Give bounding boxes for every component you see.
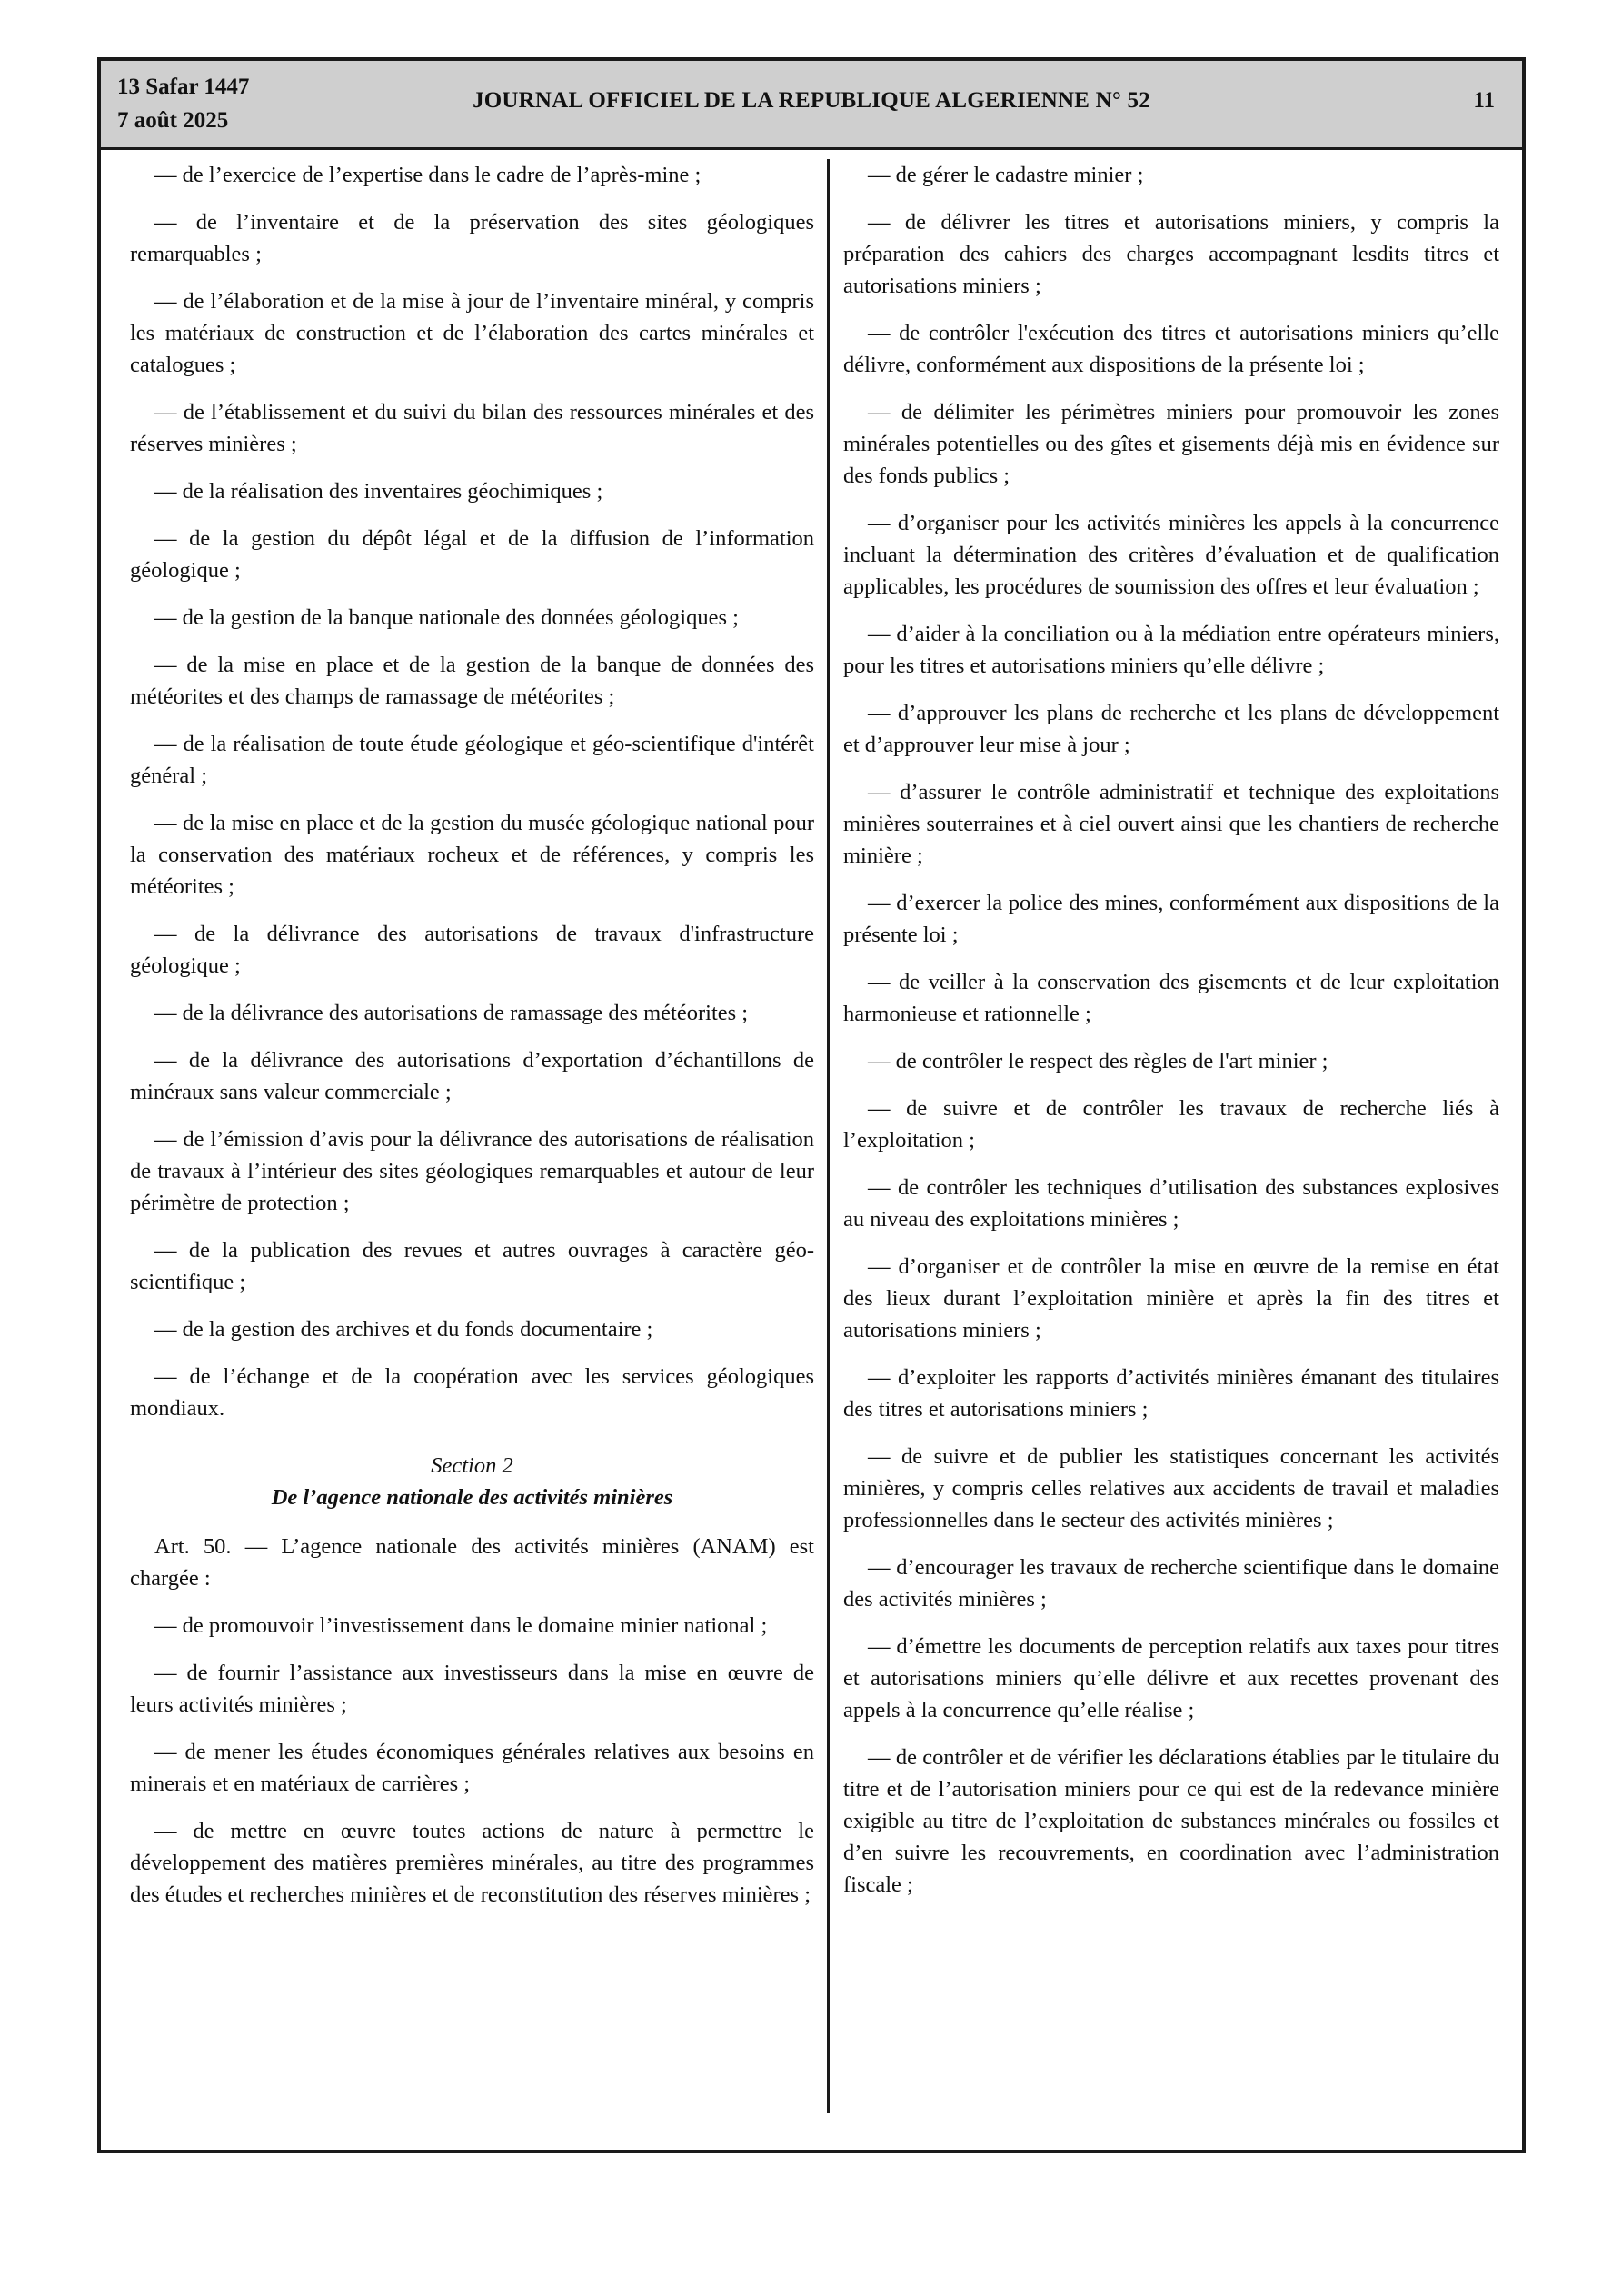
date-gregorian: 7 août 2025 [117,108,229,133]
list-item: — de la mise en place et de la gestion du musée géologique national pour la conservation des matériaux rocheux et de références, y compris les météorites ; [130,811,814,899]
list-item: — d’encourager les travaux de recherche scientifique dans le domaine des activités minières ; [843,1555,1499,1612]
list-item: — d’approuver les plans de recherche et les plans de développement et d’approuver leur mise à jour ; [843,701,1499,757]
section-title: De l’agence nationale des activités minières [271,1485,673,1510]
list-item: — de contrôler et de vérifier les déclarations établies par le titulaire du titre et de l’autorisation miniers pour ce qui est de la redevance minière exigible au titre de l’exploitation de substances minérales ou fossiles et d’en suivre les recouvrements, en coordination avec l’administration fiscale ; [843,1745,1499,1897]
list-item: — de la délivrance des autorisations de travaux d'infrastructure géologique ; [130,922,814,978]
list-item: — de contrôler les techniques d’utilisation des substances explosives au niveau des exploitations minières ; [843,1175,1499,1232]
list-item: — de la publication des revues et autres ouvrages à caractère géo-scientifique ; [130,1238,814,1294]
list-item: — de l’émission d’avis pour la délivrance des autorisations de réalisation de travaux à l’intérieur des sites géologiques remarquables et autour de leur périmètre de protection ; [130,1127,814,1215]
list-item: — de l’inventaire et de la préservation des sites géologiques remarquables ; [130,210,814,266]
right-column [843,159,1499,1916]
list-item: — de l’échange et de la coopération avec les services géologiques mondiaux. [130,1364,814,1421]
journal-title: JOURNAL OFFICIEL DE LA REPUBLIQUE ALGERIENNE N° 52 [473,88,1150,113]
list-item: — d’organiser et de contrôler la mise en œuvre de la remise en état des lieux durant l’exploitation minière et après la fin des titres et autorisations miniers ; [843,1254,1499,1343]
list-item: — de la gestion du dépôt légal et de la diffusion de l’information géologique ; [130,526,814,583]
list-item: — de la mise en place et de la gestion de la banque de données des météorites et des champs de ramassage de météorites ; [130,653,814,709]
list-item: — de délivrer les titres et autorisations miniers, y compris la préparation des cahiers des charges accompagnant lesdits titres et autorisations miniers ; [843,210,1499,298]
list-item: — de la réalisation de toute étude géologique et géo-scientifique d'intérêt général ; [130,732,814,788]
list-item: — de contrôler l'exécution des titres et autorisations miniers qu’elle délivre, conformément aux dispositions de la présente loi ; [843,321,1499,377]
list-item: — de mettre en œuvre toutes actions de nature à permettre le développement des matières premières minérales, au titre des programmes des études et recherches minières et de reconstitution des réserves minières ; [130,1819,814,1907]
list-item: — de délimiter les périmètres miniers pour promouvoir les zones minérales potentielles ou des gîtes et gisements déjà mis en évidence sur des fonds publics ; [843,400,1499,488]
date-hijri: 13 Safar 1447 [117,75,250,99]
left-column [130,159,814,1926]
body-columns [101,159,1522,2128]
list-item: — de contrôler le respect des règles de l'art minier ; [868,1049,1328,1073]
section-label: Section 2 [431,1453,513,1478]
page-number: 11 [1473,88,1495,113]
list-item: — de suivre et de publier les statistiques concernant les activités minières, y compris celles relatives aux accidents de travail et maladies professionnelles dans le secteur des activités minières ; [843,1444,1499,1532]
list-item: — de l’établissement et du suivi du bilan des ressources minérales et des réserves minières ; [130,400,814,456]
page-header [101,61,1522,150]
list-item: — de la délivrance des autorisations de ramassage des météorites ; [154,1001,749,1025]
list-item: — d’exploiter les rapports d’activités minières émanant des titulaires des titres et autorisations miniers ; [843,1365,1499,1422]
list-item: — de la réalisation des inventaires géochimiques ; [154,479,603,504]
list-item: — de fournir l’assistance aux investisseurs dans la mise en œuvre de leurs activités minières ; [130,1661,814,1717]
list-item: — de suivre et de contrôler les travaux de recherche liés à l’exploitation ; [843,1096,1499,1153]
list-item: — d’exercer la police des mines, conformément aux dispositions de la présente loi ; [843,891,1499,947]
list-item: — de la gestion des archives et du fonds documentaire ; [154,1317,653,1342]
list-item: — de veiller à la conservation des gisements et de leur exploitation harmonieuse et rationnelle ; [843,970,1499,1026]
list-item: — de l’élaboration et de la mise à jour de l’inventaire minéral, y compris les matériaux de construction et de l’élaboration des cartes minérales et catalogues ; [130,289,814,377]
list-item: — de la gestion de la banque nationale des données géologiques ; [154,605,739,630]
list-item: — d’émettre les documents de perception relatifs aux taxes pour titres et autorisations miniers qu’elle délivre et aux recettes provenant des appels à la concurrence qu’elle réalise ; [843,1634,1499,1722]
list-item: — de gérer le cadastre minier ; [868,163,1144,187]
list-item: — de l’exercice de l’expertise dans le cadre de l’après-mine ; [154,163,702,187]
list-item: — de la délivrance des autorisations d’exportation d’échantillons de minéraux sans valeur commerciale ; [130,1048,814,1104]
list-item: — d’assurer le contrôle administratif et technique des exploitations minières souterraines et à ciel ouvert ainsi que les chantiers de recherche minière ; [843,780,1499,868]
list-item: — de promouvoir l’investissement dans le domaine minier national ; [154,1613,768,1638]
list-item: — d’aider à la conciliation ou à la médiation entre opérateurs miniers, pour les titres et autorisations miniers qu’elle délivre ; [843,622,1499,678]
list-item: — de mener les études économiques générales relatives aux besoins en minerais et en matériaux de carrières ; [130,1740,814,1796]
page-frame [97,57,1526,2153]
list-item: — d’organiser pour les activités minières les appels à la concurrence incluant la détermination des critères d’évaluation et de qualification applicables, les procédures de soumission des offres et leur évaluation ; [843,511,1499,599]
article-50: Art. 50. — L’agence nationale des activités minières (ANAM) est chargée : [130,1534,814,1591]
